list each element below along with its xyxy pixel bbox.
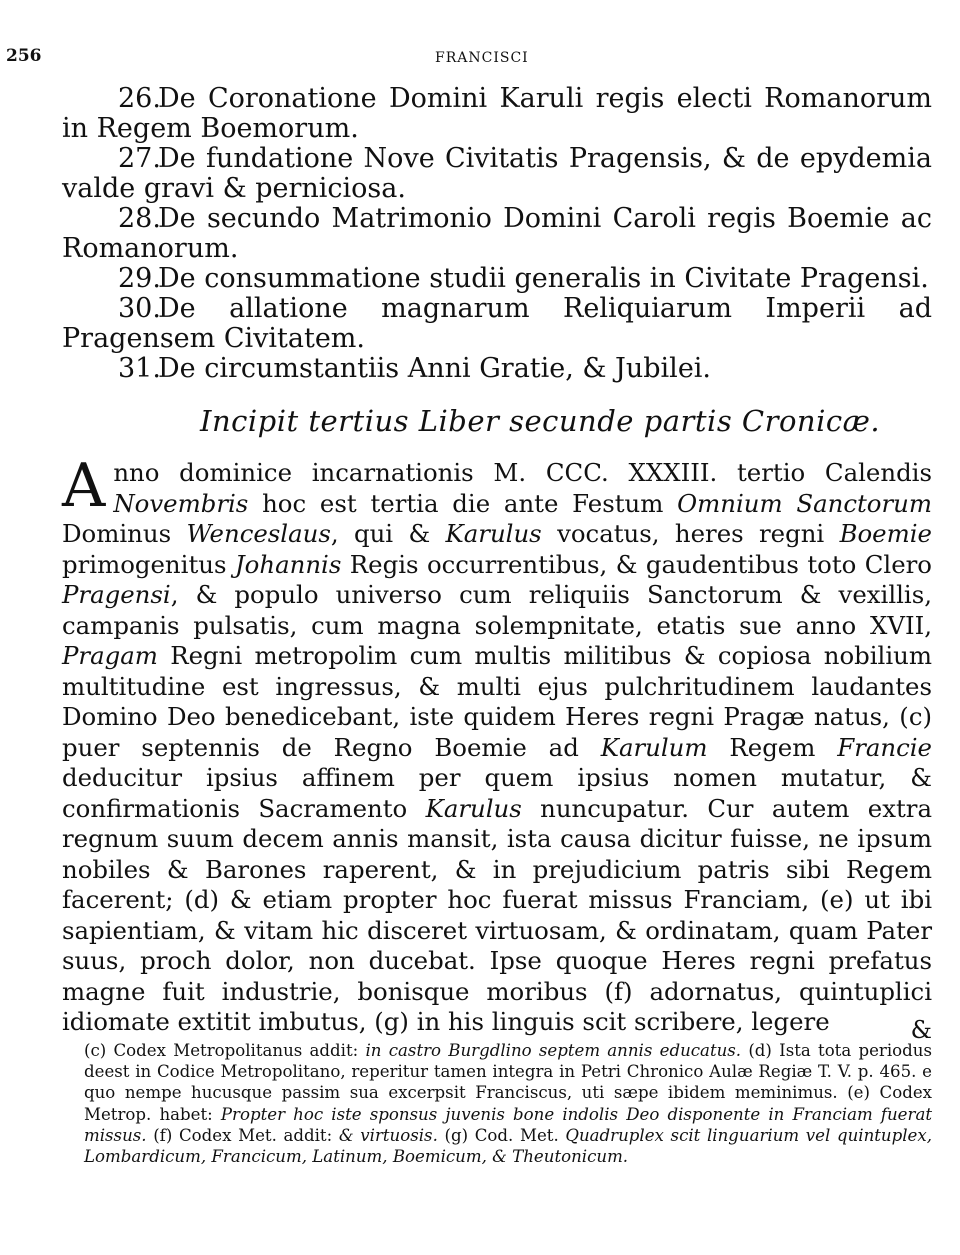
footnote-c-text: in castro Burgdlino septem annis educatus. (365, 1041, 742, 1060)
footnote-d-text: (d) Ista tota periodus deest in Codice Metropolitano, reperitur tamen integra in Petri Chronico Aulæ Regiæ T. V. p. 465. e quo nempe hucusque passim sua excerpsit Franciscus, uti sæpe ibidem meminimus. (e) Codex Metrop. habet: (84, 1041, 932, 1124)
toc-text: De consummatione studii generalis in Civitate Pragensi. (158, 263, 929, 294)
toc-number: 29. (118, 263, 161, 294)
text-run: Regis occurrentibus, & gaudentibus toto Clero (341, 549, 932, 579)
toc-number: 30. (118, 293, 161, 324)
italic-name: Johannis (234, 549, 342, 579)
text-run: primogenitus (62, 549, 235, 579)
toc-entry (62, 294, 932, 354)
italic-name: Karulus (425, 793, 522, 823)
text-run: vocatus, heres regni (541, 519, 840, 548)
text-run: , qui & (330, 519, 446, 548)
toc-number: 26. (118, 83, 161, 114)
footnote-g-label: (g) Cod. Met. (437, 1125, 566, 1145)
footnote-g-text: Quadruplex scit linguarium vel quintuplex, Lombardicum, Francicum, Latinum, Boemicum, & Theutonicum. (84, 1125, 932, 1167)
footnote-block (84, 1040, 932, 1167)
text-run: Regni metropolim cum multis militibus & copiosa nobilium multitudine est ingressus, & multi ejus pulchritudinem laudantes Domino Deo benedicebant, iste quidem Heres regni Pragæ natus, (c) puer septennis de Regno Boemie ad (62, 641, 932, 762)
text-run: nuncupatur. Cur autem extra regnum suum decem annis mansit, ista causa dicitur fuisse, ne ipsum nobiles & Barones raperent, & in prejudicium patris sibi Regem facerent; (d) & etiam propter hoc fuerat missus Franciam, (e) ut ibi sapientiam, & vitam hic disceret virtuosam, & ordinatam, quam Pater suus, proch dolor, non ducebat. Ipse quoque Heres regni prefatus magne fuit industrie, bonisque moribus (f) adornatus, quintuplici idiomate extitit imbutus, (g) in his linguis scit scribere, legere (62, 793, 932, 1036)
italic-name: Boemie (839, 519, 932, 548)
toc-text: De secundo Matrimonio Domini Caroli regis Boemie ac Romanorum. (62, 203, 932, 264)
footnote-f-text: & virtuosis. (338, 1125, 438, 1145)
catchword: & (910, 1016, 932, 1044)
italic-name: Wenceslaus (186, 519, 331, 548)
footnote-f-label: (f) Codex Met. addit: (146, 1125, 339, 1145)
italic-name: Pragensi (62, 580, 171, 609)
body-text (62, 451, 932, 1038)
italic-name: Pragam (62, 641, 158, 670)
toc-number: 27. (118, 143, 161, 174)
toc-entry (62, 144, 932, 204)
toc-entry (62, 84, 932, 144)
page-number: 256 (6, 46, 42, 66)
body-paragraph (62, 451, 932, 1038)
toc-text: De Coronatione Domini Karuli regis electi Romanorum in Regem Boemorum. (62, 83, 932, 144)
toc-text: De fundatione Nove Civitatis Pragensis, & de epydemia valde gravi & perniciosa. (62, 143, 932, 204)
text-run: hoc est tertia die ante Festum (248, 488, 678, 518)
italic-name: Karulum (600, 732, 708, 762)
drop-cap: A (62, 451, 106, 521)
toc-text: De allatione magnarum Reliquiarum Imperii ad Pragensem Civitatem. (62, 293, 932, 354)
toc-entry (62, 264, 932, 294)
text-run: deducitur ipsius affinem per quem ipsius nomen mutatur, & confirmationis Sacramento (62, 763, 932, 823)
toc-number: 28. (118, 203, 161, 234)
toc-entry (62, 354, 932, 384)
text-run: , & populo universo cum reliquiis Sanctorum & vexillis, campanis pulsatis, cum magna solempnitate, etatis sue anno XVII, (62, 580, 932, 640)
table-of-contents (62, 84, 932, 384)
footnote-c-label: (c) Codex Metropolitanus addit: (84, 1041, 366, 1060)
italic-name: Omnium Sanctorum (677, 488, 932, 518)
toc-number: 31. (118, 353, 161, 384)
text-run: Dominus (62, 519, 187, 548)
toc-entry (62, 204, 932, 264)
text-run: Regem (707, 732, 838, 762)
running-head: FRANCISCI (435, 50, 529, 66)
section-title: Incipit tertius Liber secunde partis Cronicæ. (200, 404, 881, 438)
toc-text: De circumstantiis Anni Gratie, & Jubilei. (158, 353, 712, 384)
italic-name: Francie (837, 732, 932, 762)
footnote-e-text: Propter hoc iste sponsus juvenis bone indolis Deo disponente in Franciam fuerat missus. (84, 1104, 933, 1145)
text-run: nno dominice incarnationis M. CCC. XXXIII. tertio Calendis (113, 458, 932, 487)
italic-name: Novembris (113, 488, 249, 518)
italic-name: Karulus (445, 519, 542, 548)
footnotes (84, 1040, 932, 1167)
